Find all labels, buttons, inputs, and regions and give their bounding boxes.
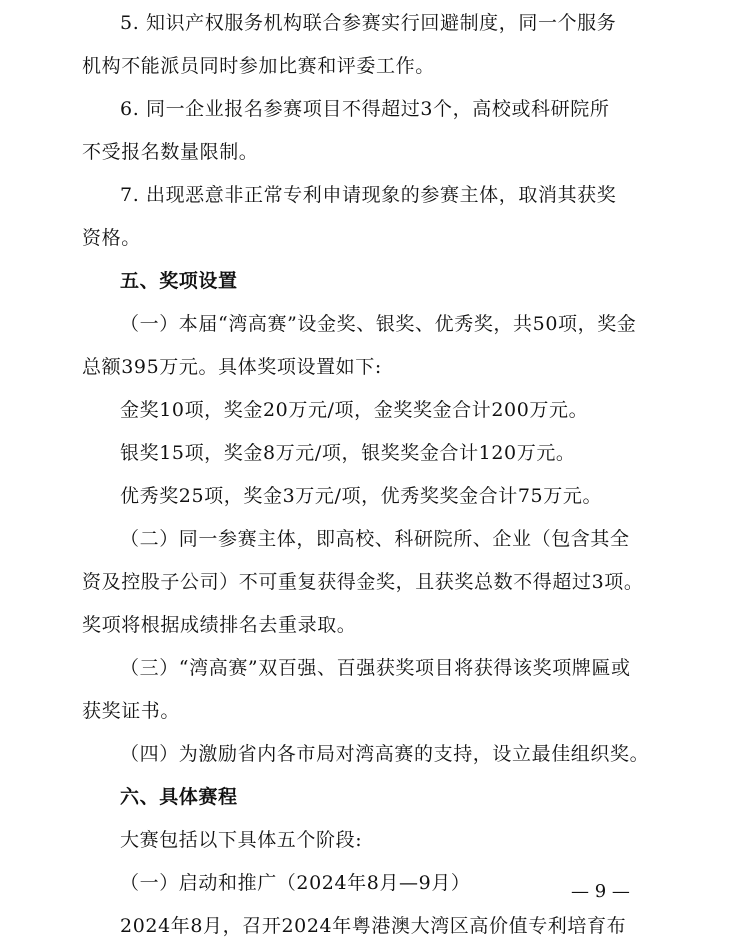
section-heading: 六、具体赛程 xyxy=(120,786,238,808)
section-heading: 五、奖项设置 xyxy=(120,270,238,292)
paragraph-line: （二）同一参赛主体，即高校、科研院所、企业（包含其全 xyxy=(120,528,630,550)
paragraph-line: 5. 知识产权服务机构联合参赛实行回避制度，同一个服务 xyxy=(120,12,617,34)
paragraph-line: 6. 同一企业报名参赛项目不得超过3个，高校或科研院所 xyxy=(120,98,610,120)
award-line: 金奖10项，奖金20万元/项，金奖奖金合计200万元。 xyxy=(120,399,589,421)
paragraph-line: 2024年8月，召开2024年粤港澳大湾区高价值专利培育布 xyxy=(120,915,627,937)
award-line: 优秀奖25项，奖金3万元/项，优秀奖奖金合计75万元。 xyxy=(120,485,603,507)
paragraph-line: （四）为激励省内各市局对湾高赛的支持，设立最佳组织奖。 xyxy=(120,743,650,765)
paragraph-line: 获奖证书。 xyxy=(82,700,181,722)
paragraph-line: 大赛包括以下具体五个阶段: xyxy=(120,829,363,851)
paragraph-line: （三）“湾高赛”双百强、百强获奖项目将获得该奖项牌匾或 xyxy=(120,657,631,679)
paragraph-line: 不受报名数量限制。 xyxy=(82,141,259,163)
paragraph-line: 资格。 xyxy=(82,227,141,249)
paragraph-line: 总额395万元。具体奖项设置如下: xyxy=(82,356,382,378)
paragraph-line: 机构不能派员同时参加比赛和评委工作。 xyxy=(82,55,435,77)
paragraph-line: 资及控股子公司）不可重复获得金奖，且获奖总数不得超过3项。 xyxy=(82,571,644,593)
paragraph-line: 7. 出现恶意非正常专利申请现象的参赛主体，取消其获奖 xyxy=(120,184,617,206)
award-line: 银奖15项，奖金8万元/项，银奖奖金合计120万元。 xyxy=(120,442,576,464)
paragraph-line: （一）本届“湾高赛”设金奖、银奖、优秀奖，共50项，奖金 xyxy=(120,313,637,335)
page-number: — 9 — xyxy=(571,881,630,902)
paragraph-line: （一）启动和推广（2024年8月—9月） xyxy=(120,872,471,894)
paragraph-line: 奖项将根据成绩排名去重录取。 xyxy=(82,614,357,636)
